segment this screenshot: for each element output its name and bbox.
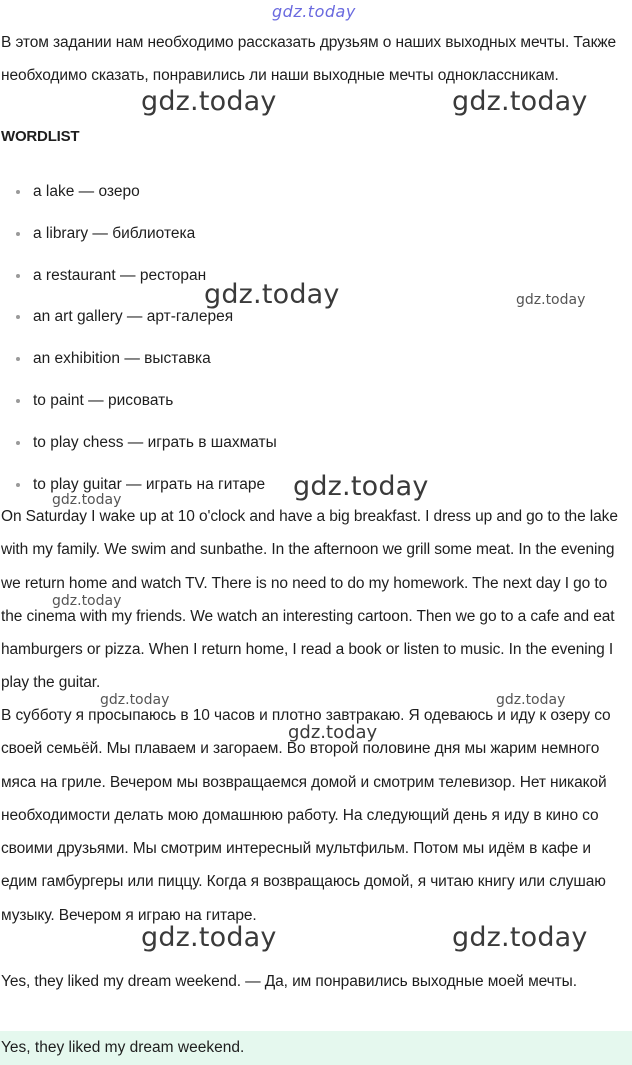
list-item: a library — библиотека xyxy=(0,213,632,255)
watermark: gdz.today xyxy=(293,471,429,502)
intro-text: В этом задании нам необходимо рассказать друзьям о наших выходных мечты. Также необходимо сказать, понравились ли наши выходные мечты одноклассникам. xyxy=(1,34,617,85)
watermark: gdz.today xyxy=(516,292,586,308)
watermark: gdz.today xyxy=(204,279,340,310)
list-item: an exhibition — выставка xyxy=(0,338,632,380)
russian-text: В субботу я просыпаюсь в 10 часов и плотно завтракаю. Я одеваюсь и иду к озеру со своей семьёй. Мы плаваем и загораем. Во второй половине дня мы жарим немного мяса на гриле. Вечером мы возвращаемся домой и смотрим телевизор. Нет никакой необходимости делать мою домашнюю работу. На следующий день я иду в кино со своими друзьями. Мы смотрим интересный мультфильм. Потом мы идём в кафе и едим гамбургеры или пиццу. Когда я возвращаюсь домой, я читаю книгу или слушаю музыку. Вечером я играю на гитаре. xyxy=(1,707,611,924)
reply-text: Yes, they liked my dream weekend. — Да, им понравились выходные моей мечты. xyxy=(1,973,577,990)
watermark: gdz.today xyxy=(452,86,588,117)
watermark: gdz.today xyxy=(52,593,122,609)
list-item: to play chess — играть в шахматы xyxy=(0,422,632,464)
watermark: gdz.today xyxy=(288,722,378,743)
watermark: gdz.today xyxy=(496,692,566,708)
answer-text: Yes, they liked my dream weekend. xyxy=(1,1039,245,1056)
wordlist xyxy=(0,171,632,505)
list-item: to paint — рисовать xyxy=(0,380,632,422)
wordlist-title: WORDLIST xyxy=(1,128,80,145)
watermark: gdz.today xyxy=(141,922,277,953)
header-watermark: gdz.today xyxy=(272,2,356,21)
answer-box xyxy=(0,1031,632,1065)
list-item: a restaurant — ресторан xyxy=(0,255,632,297)
list-item: an art gallery — арт-галерея xyxy=(0,296,632,338)
watermark: gdz.today xyxy=(52,492,122,508)
list-item: to play guitar — играть на гитаре xyxy=(0,464,632,506)
list-item: a lake — озеро xyxy=(0,171,632,213)
watermark: gdz.today xyxy=(141,86,277,117)
watermark: gdz.today xyxy=(100,692,170,708)
watermark: gdz.today xyxy=(452,922,588,953)
english-text: On Saturday I wake up at 10 o'clock and have a big breakfast. I dress up and go to the lake with my family. We swim and sunbathe. In the afternoon we grill some meat. In the evening we return home and watch TV. There is no need to do my homework. The next day I go to the cinema with my friends. We watch an interesting cartoon. Then we go to a cafe and eat hamburgers or pizza. When I return home, I read a book or listen to music. In the evening I play the guitar. xyxy=(1,508,618,692)
